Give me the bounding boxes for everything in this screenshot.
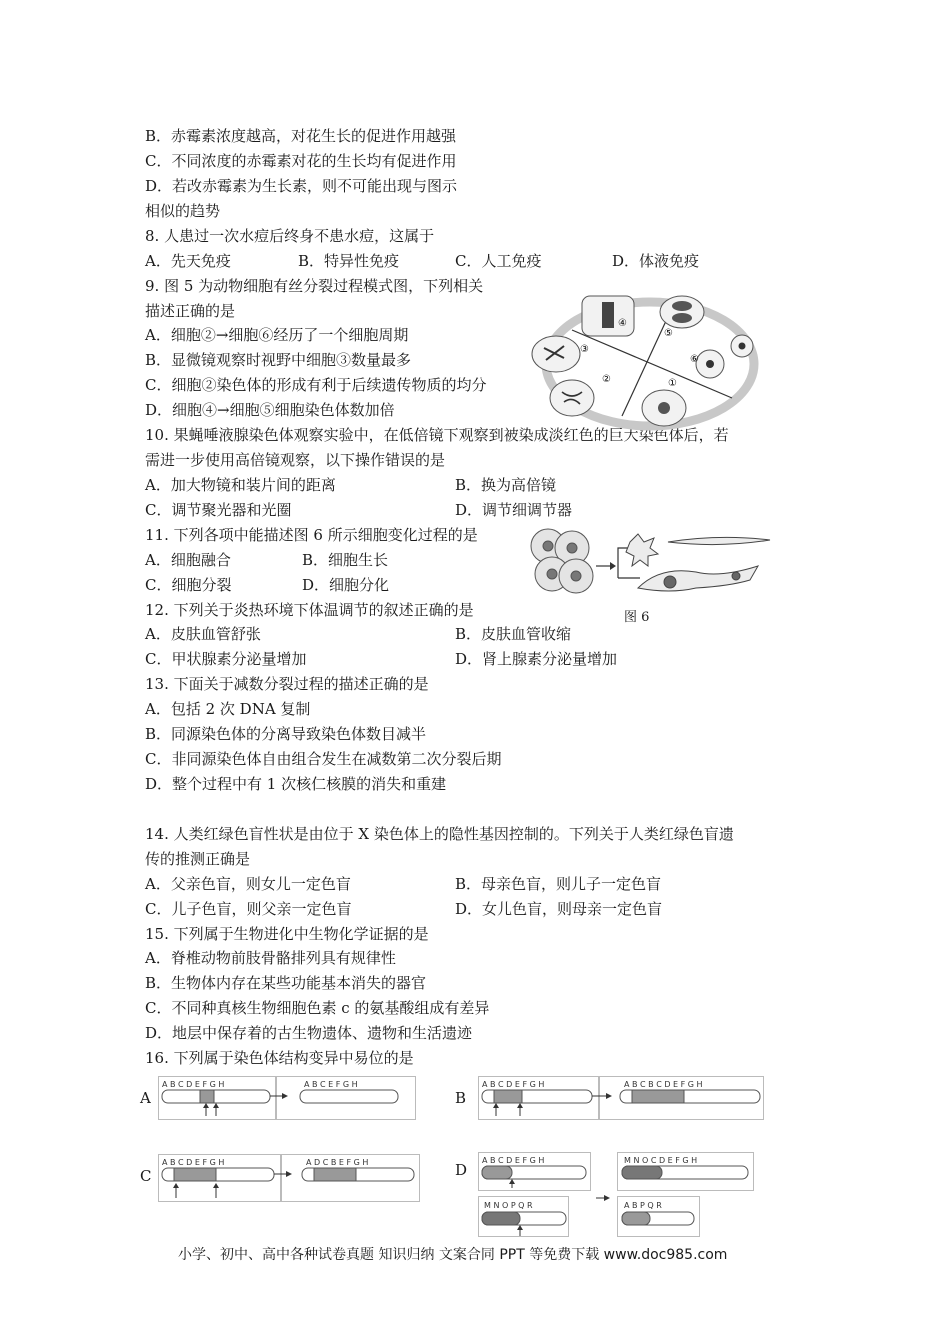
chrom-d-bot-after-text: A B P Q R	[624, 1201, 662, 1210]
cell-cluster	[531, 529, 593, 593]
q15-stem: 15. 下列属于生物进化中生物化学证据的是	[145, 925, 429, 943]
q13-option-b: B．同源染色体的分离导致染色体数目减半	[145, 725, 427, 743]
q15-option-a: A．脊椎动物前肢骨骼排列具有规律性	[145, 949, 396, 967]
q8-option-c: C．人工免疫	[455, 252, 542, 270]
q11-option-b: B．细胞生长	[302, 551, 389, 569]
q7-option-d-cont: 相似的趋势	[145, 202, 221, 220]
q12-option-a: A．皮肤血管舒张	[145, 625, 261, 643]
q12-stem: 12. 下列关于炎热环境下体温调节的叙述正确的是	[145, 601, 474, 619]
cycle-label-3: ③	[580, 344, 589, 355]
q10-option-d: D．调节细调节器	[455, 501, 573, 519]
q9-option-d: D．细胞④→细胞⑤细胞染色体数加倍	[145, 401, 395, 419]
cell-5	[660, 296, 704, 328]
q13-option-a: A．包括 2 次 DNA 复制	[145, 700, 311, 718]
q11-option-d: D．细胞分化	[302, 576, 390, 594]
cell-6b	[731, 335, 753, 357]
q14-stem-cont: 传的推测正确是	[145, 850, 251, 868]
cycle-label-5: ⑤	[664, 328, 673, 339]
cell-6a	[696, 350, 724, 378]
q11-option-c: C．细胞分裂	[145, 576, 232, 594]
q10-option-b: B．换为高倍镜	[455, 476, 557, 494]
q13-option-d: D．整个过程中有 1 次核仁核膜的消失和重建	[145, 775, 447, 793]
q9-option-a: A．细胞②→细胞⑥经历了一个细胞周期	[145, 326, 409, 344]
figure-6-label: 图 6	[624, 610, 650, 625]
cell-3	[532, 336, 580, 372]
q14-option-d: D．女儿色盲，则母亲一定色盲	[455, 900, 663, 918]
q13-stem: 13. 下面关于减数分裂过程的描述正确的是	[145, 675, 429, 693]
q12-option-d: D．肾上腺素分泌量增加	[455, 650, 618, 668]
chrom-option-a-label: A	[140, 1089, 151, 1107]
q9-option-b: B．显微镜观察时视野中细胞③数量最多	[145, 351, 412, 369]
q10-stem-cont: 需进一步使用高倍镜观察，以下操作错误的是	[145, 451, 446, 469]
chrom-c-before-text: A B C D E F G H	[162, 1158, 225, 1167]
q9-stem-cont: 描述正确的是	[145, 302, 236, 320]
q7-option-d: D．若改赤霉素为生长素，则不可能出现与图示	[145, 177, 458, 195]
q9-option-c: C．细胞②染色体的形成有利于后续遗传物质的均分	[145, 376, 487, 394]
q8-option-d: D．体液免疫	[612, 252, 700, 270]
cell-2	[550, 380, 594, 416]
chrom-d-bot-before-text: M N O P Q R	[484, 1201, 533, 1210]
q8-option-a: A．先天免疫	[145, 252, 231, 270]
q12-option-b: B．皮肤血管收缩	[455, 625, 572, 643]
q14-stem: 14. 人类红绿色盲性状是由位于 X 染色体上的隐性基因控制的。下列关于人类红绿色盲遗	[145, 825, 734, 843]
cycle-label-4: ④	[618, 318, 627, 329]
q10-stem: 10. 果蝇唾液腺染色体观察实验中，在低倍镜下观察到被染成淡红色的巨大染色体后，若	[145, 426, 729, 444]
q15-option-c: C．不同种真核生物细胞色素 c 的氨基酸组成有差异	[145, 999, 490, 1017]
chrom-b-before-text: A B C D E F G H	[482, 1080, 545, 1089]
q13-option-c: C．非同源染色体自由组合发生在减数第二次分裂后期	[145, 750, 502, 768]
q15-option-d: D．地层中保存着的古生物遗体、遗物和生活遗迹	[145, 1024, 473, 1042]
q7-option-c: C．不同浓度的赤霉素对花的生长均有促进作用	[145, 152, 457, 170]
chrom-option-c-label: C	[140, 1167, 152, 1185]
q15-option-b: B．生物体内存在某些功能基本消失的器官	[145, 974, 427, 992]
chrom-figure-b	[478, 1076, 768, 1120]
q14-option-a: A．父亲色盲，则女儿一定色盲	[145, 875, 351, 893]
chrom-d-top-before-text: A B C D E F G H	[482, 1156, 545, 1165]
q12-option-c: C．甲状腺素分泌量增加	[145, 650, 307, 668]
chrom-option-b-label: B	[455, 1089, 467, 1107]
q8-option-b: B．特异性免疫	[298, 252, 400, 270]
chrom-figure-a	[158, 1076, 416, 1120]
chrom-figure-c	[158, 1154, 420, 1202]
cell-1	[642, 390, 686, 426]
q11-option-a: A．细胞融合	[145, 551, 231, 569]
chrom-figure-d	[478, 1152, 754, 1238]
q10-option-c: C．调节聚光器和光圈	[145, 501, 292, 519]
differentiated-cells	[626, 534, 770, 591]
q14-option-b: B．母亲色盲，则儿子一定色盲	[455, 875, 662, 893]
q9-stem: 9. 图 5 为动物细胞有丝分裂过程模式图，下列相关	[145, 277, 484, 295]
q11-stem: 11. 下列各项中能描述图 6 所示细胞变化过程的是	[145, 526, 478, 544]
chrom-c-after-text: A D C B E F G H	[306, 1158, 369, 1167]
cycle-label-2: ②	[602, 374, 611, 385]
q10-option-a: A．加大物镜和装片间的距离	[145, 476, 336, 494]
q14-option-c: C．儿子色盲，则父亲一定色盲	[145, 900, 352, 918]
mitosis-cycle-figure	[522, 288, 778, 440]
chrom-a-before-text: A B C D E F G H	[162, 1080, 225, 1089]
q16-stem: 16. 下列属于染色体结构变异中易位的是	[145, 1049, 414, 1067]
cell-differentiation-figure	[520, 526, 780, 602]
chrom-d-top-after-text: M N O C D E F G H	[624, 1156, 698, 1165]
page-footer: 小学、初中、高中各种试卷真题 知识归纳 文案合同 PPT 等免费下载 www.doc985.com	[178, 1247, 728, 1263]
chrom-b-after-text: A B C B C D E F G H	[624, 1080, 703, 1089]
q7-option-b: B．赤霉素浓度越高，对花生长的促进作用越强	[145, 127, 457, 145]
cycle-label-6: ⑥	[690, 354, 699, 365]
q8-stem: 8. 人患过一次水痘后终身不患水痘，这属于	[145, 227, 435, 245]
chrom-a-after-text: A B C E F G H	[304, 1080, 358, 1089]
cell-4	[582, 296, 634, 336]
cycle-label-1: ①	[668, 378, 677, 389]
chrom-option-d-label: D	[455, 1161, 468, 1179]
